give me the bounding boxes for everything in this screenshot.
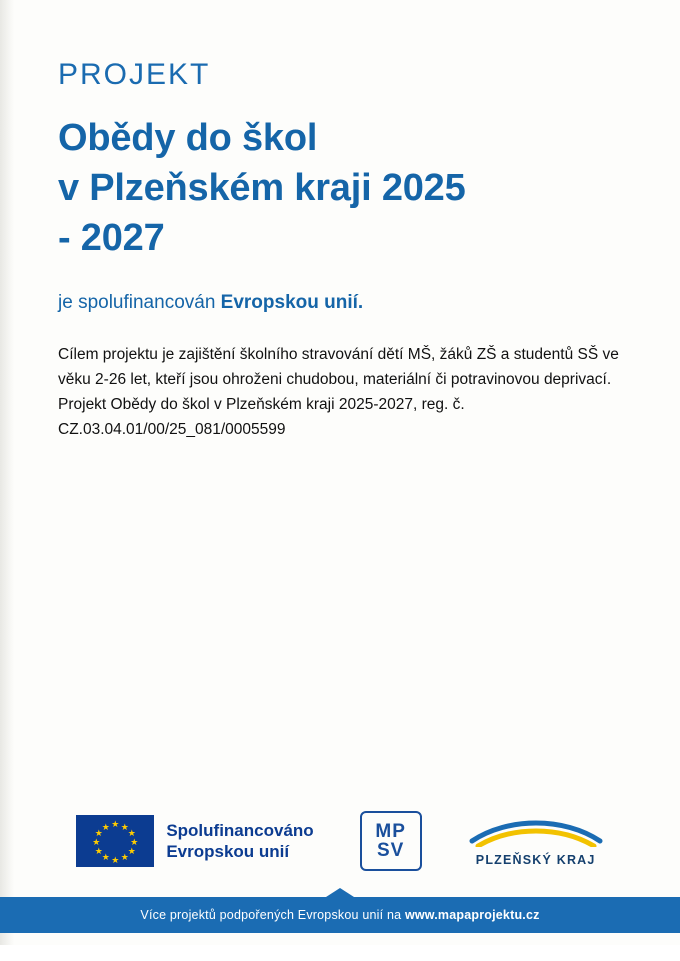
eu-logo-text-line-1: Spolufinancováno — [166, 820, 314, 840]
footer-bar-url[interactable]: www.mapaprojektu.cz — [404, 908, 540, 922]
page-title-line-2: v Plzeňském kraji 2025 — [58, 167, 466, 210]
poster-content — [58, 58, 632, 443]
project-description — [58, 342, 632, 442]
plzen-region-arc-icon — [468, 815, 604, 847]
logo-row — [0, 805, 680, 877]
eu-flag-icon: ★ ★ ★ ★ ★ ★ ★ ★ ★ ★ ★ ★ — [76, 815, 154, 867]
mpsv-logo-line-1: MP — [375, 821, 406, 842]
footer-bar-notch — [326, 888, 354, 897]
funding-statement-prefix: je spolufinancován — [58, 292, 221, 314]
eu-logo — [76, 815, 313, 867]
project-description-paragraph-2: Projekt Obědy do škol v Plzeňském kraji 2025-2027, reg. č. CZ.03.04.01/00/25_081/0005599 — [58, 396, 465, 439]
mpsv-logo — [360, 811, 422, 871]
mpsv-logo-line-2: SV — [376, 840, 405, 861]
project-description-paragraph-1: Cílem projektu je zajištění školního stravování dětí MŠ, žáků ZŠ a studentů SŠ ve věku 2-26 let, kteří jsou ohroženi chudobou, materiální či potravinovou deprivací. — [58, 346, 619, 389]
footer-bar-text — [140, 908, 539, 922]
page-title-line-3: - 2027 — [58, 217, 165, 260]
eu-logo-text — [166, 820, 313, 863]
plzen-region-logo — [468, 813, 604, 869]
scan-edge-bottom — [0, 945, 680, 961]
funding-statement-strong: Evropskou unií. — [220, 292, 364, 314]
page-title-line-1: Obědy do škol — [58, 117, 318, 159]
page-title — [58, 113, 632, 263]
eu-logo-text-line-2: Evropskou unií — [166, 842, 290, 861]
page-kicker: PROJEKT — [58, 58, 211, 91]
funding-statement — [58, 291, 632, 316]
footer-bar-text-prefix: Více projektů podpořených Evropskou unií na — [140, 908, 405, 922]
footer-bar — [0, 897, 680, 933]
plzen-region-label: PLZEŇSKÝ KRAJ — [475, 853, 596, 867]
